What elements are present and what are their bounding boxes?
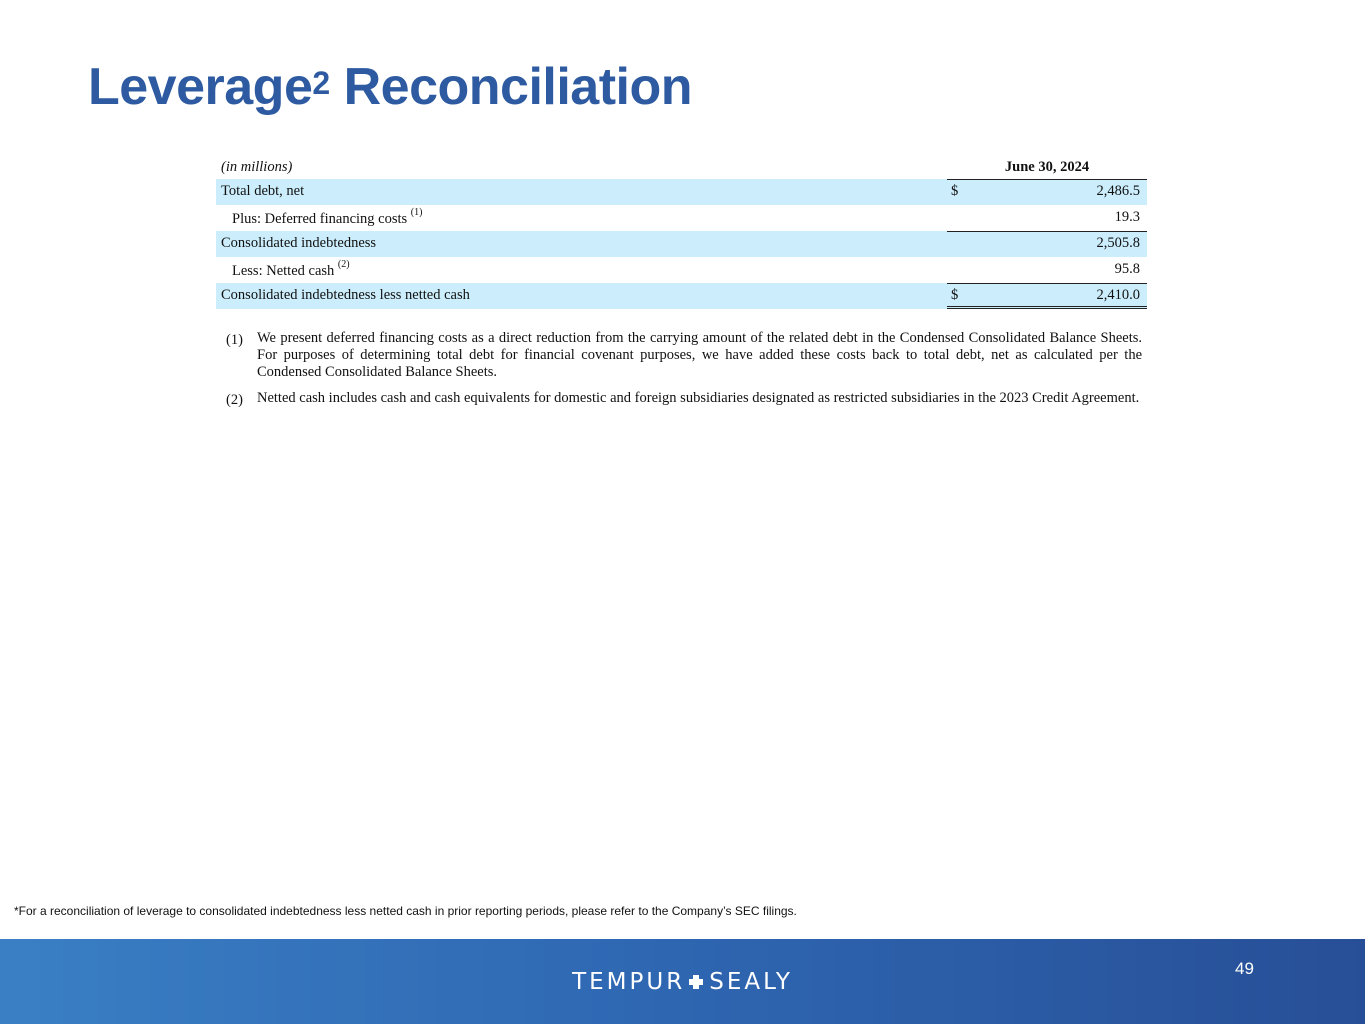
row-label-group	[232, 209, 422, 228]
note-text: Netted cash includes cash and cash equivalents for domestic and foreign subsidiaries designated as restricted subsidiaries in the 2023 Credit Agreement.	[257, 390, 1140, 406]
table-row	[216, 257, 1147, 283]
row-note-ref: (1)	[410, 207, 423, 218]
brand-right: SEALY	[709, 969, 793, 995]
row-value: 2,486.5	[1096, 183, 1140, 199]
row-label: Total debt, net	[221, 183, 305, 199]
brand-logo	[0, 968, 1365, 996]
row-note-ref: (2)	[337, 259, 350, 270]
table-header-row	[216, 156, 1147, 179]
row-label-group	[232, 261, 350, 280]
row-value: 2,410.0	[1096, 287, 1140, 303]
reconciliation-table	[216, 156, 1147, 309]
table-row-total	[216, 283, 1147, 309]
title-superscript: 2	[312, 65, 330, 101]
currency-symbol: $	[951, 287, 959, 303]
table-row	[216, 205, 1147, 231]
note-number: (1)	[226, 332, 243, 348]
page-title	[88, 52, 692, 122]
table-row	[216, 231, 1147, 257]
period-header: June 30, 2024	[1004, 159, 1090, 175]
note-number: (2)	[226, 392, 243, 408]
title-rest: Reconciliation	[343, 58, 693, 116]
currency-symbol: $	[951, 183, 959, 199]
row-value: 2,505.8	[1096, 235, 1140, 251]
row-label: Plus: Deferred financing costs	[232, 210, 408, 227]
note-text: We present deferred financing costs as a direct reduction from the carrying amount of the related debt in the Condensed Consolidated Balance Sheets. For purposes of determining total debt for financial covenant purposes, we have added these costs back to total debt, net as calculated per the Condensed Consolidated Balance Sheets.	[257, 330, 1142, 380]
row-value: 19.3	[1114, 209, 1140, 225]
table-notes	[226, 330, 1142, 416]
table-row	[216, 179, 1147, 205]
footer-band	[0, 939, 1365, 1024]
cross-icon	[689, 975, 703, 989]
page-number: 49	[1235, 959, 1254, 978]
row-label: Consolidated indebtedness less netted cash	[221, 287, 470, 303]
title-main: Leverage	[88, 58, 313, 116]
brand-left: TEMPUR	[572, 969, 686, 995]
row-value: 95.8	[1114, 261, 1140, 277]
row-label: Less: Netted cash	[232, 262, 335, 279]
note-item	[226, 390, 1142, 407]
footnote: *For a reconciliation of leverage to consolidated indebtedness less netted cash in prior reporting periods, please refer to the Company’s SEC filings.	[14, 904, 797, 918]
units-label: (in millions)	[221, 159, 293, 175]
row-label: Consolidated indebtedness	[221, 235, 377, 251]
note-item	[226, 330, 1142, 381]
